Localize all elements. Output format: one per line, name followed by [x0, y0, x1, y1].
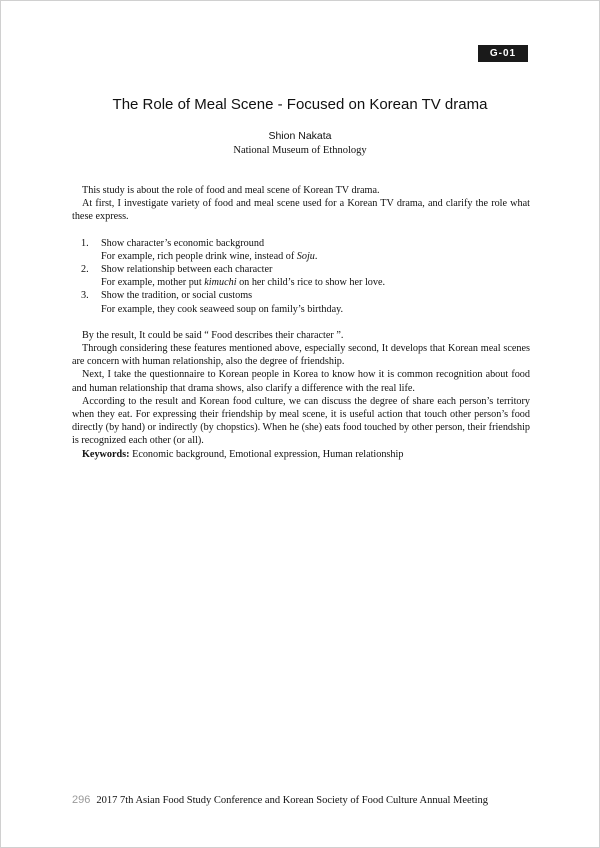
body-paragraph: Next, I take the questionnaire to Korean people in Korea to know how it is common recognition about food and human relationship that drama shows, also clarify a difference with the real life.	[72, 369, 530, 394]
list-number: 3.	[81, 290, 89, 302]
keywords-label: Keywords:	[82, 448, 130, 460]
author-affiliation: National Museum of Ethnology	[233, 145, 367, 156]
intro-paragraph: This study is about the role of food and meal scene of Korean TV drama.	[82, 185, 380, 196]
list-item	[72, 289, 530, 315]
paper-title: The Role of Meal Scene - Focused on Korean TV drama	[112, 96, 488, 113]
body-paragraph: Through considering these features mentioned above, especially second, It develops that Korean meal scenes are concern with human relationship, also the degree of friendship.	[72, 343, 530, 368]
list-item	[72, 263, 530, 289]
list-number: 2.	[81, 264, 89, 276]
list-item-heading: Show the tradition, or social customs	[101, 290, 253, 302]
list-item	[72, 237, 530, 263]
emphasis: kimuchi	[204, 277, 237, 289]
list-item-heading: Show relationship between each character	[101, 264, 273, 276]
page-number: 296	[72, 794, 91, 806]
keywords-line	[72, 448, 530, 461]
list-item-example: For example, mother put kimuchi on her child’s rice to show her love.	[101, 277, 386, 289]
intro-paragraph: At first, I investigate variety of food and meal scene used for a Korean TV drama, and clarify the role what these express.	[72, 198, 530, 223]
list-item-heading: Show character’s economic background	[101, 237, 265, 249]
emphasis: Soju	[296, 250, 315, 262]
body-paragraph: According to the result and Korean food culture, we can discuss the degree of share each person’s territory when they eat. For expressing their friendship by meal scene, it is useful action that touch other person’s food directly (by hand) or indirectly (by chopstics). When he (she) eats food touched by other person, their friendship is recognized each other (or all).	[72, 395, 530, 447]
footer-text: 2017 7th Asian Food Study Conference and Korean Society of Food Culture Annual Meeting	[96, 795, 489, 806]
findings-list	[72, 237, 530, 316]
session-badge: G-01	[478, 45, 528, 62]
list-item-example: For example, they cook seaweed soup on family’s birthday.	[101, 303, 344, 315]
author-name: Shion Nakata	[268, 130, 332, 142]
page-footer	[72, 794, 530, 806]
list-item-example: For example, rich people drink wine, instead of Soju.	[101, 250, 318, 262]
keywords-text: Economic background, Emotional expression, Human relationship	[132, 448, 404, 460]
abstract-body	[72, 184, 530, 461]
list-number: 1.	[81, 237, 89, 249]
body-paragraph: By the result, It could be said “ Food describes their character ”.	[82, 329, 344, 341]
